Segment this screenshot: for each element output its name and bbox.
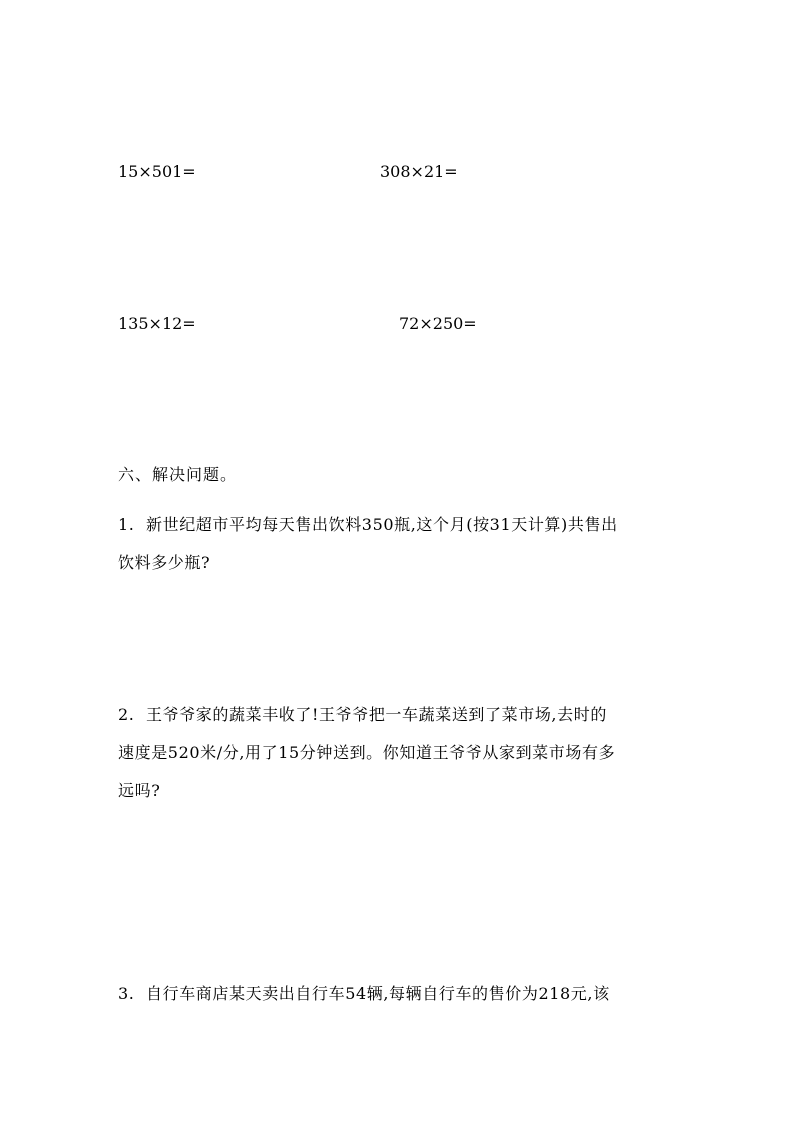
problem-1-line-1 (118, 506, 688, 544)
problem-3-line-1 (118, 975, 688, 1013)
exercise-3: 135×12= (118, 314, 196, 333)
exercise-1: 15×501= (118, 162, 196, 181)
exercise-4: 72×250= (399, 314, 477, 333)
problem-2-line-1 (118, 696, 688, 734)
section-title: 六、解决问题。 (118, 465, 238, 484)
problem-1-text-1: 新世纪超市平均每天售出饮料350瓶,这个月(按31天计算)共售出 (146, 515, 618, 534)
problem-1-line-2: 饮料多少瓶? (118, 553, 211, 572)
problem-1 (118, 506, 688, 582)
problem-2-line-2: 速度是520米/分,用了15分钟送到。你知道王爷爷从家到菜市场有多 (118, 743, 616, 762)
problem-3-number: 3. (118, 984, 135, 1003)
problem-3 (118, 975, 688, 1013)
problem-2-line-3: 远吗? (118, 781, 161, 800)
problem-2 (118, 696, 688, 810)
problem-2-number: 2. (118, 705, 135, 724)
problem-2-text-1: 王爷爷家的蔬菜丰收了!王爷爷把一车蔬菜送到了菜市场,去时的 (146, 705, 607, 724)
problem-1-number: 1. (118, 515, 135, 534)
problem-3-text-1: 自行车商店某天卖出自行车54辆,每辆自行车的售价为218元,该 (146, 984, 610, 1003)
exercise-2: 308×21= (380, 162, 458, 181)
